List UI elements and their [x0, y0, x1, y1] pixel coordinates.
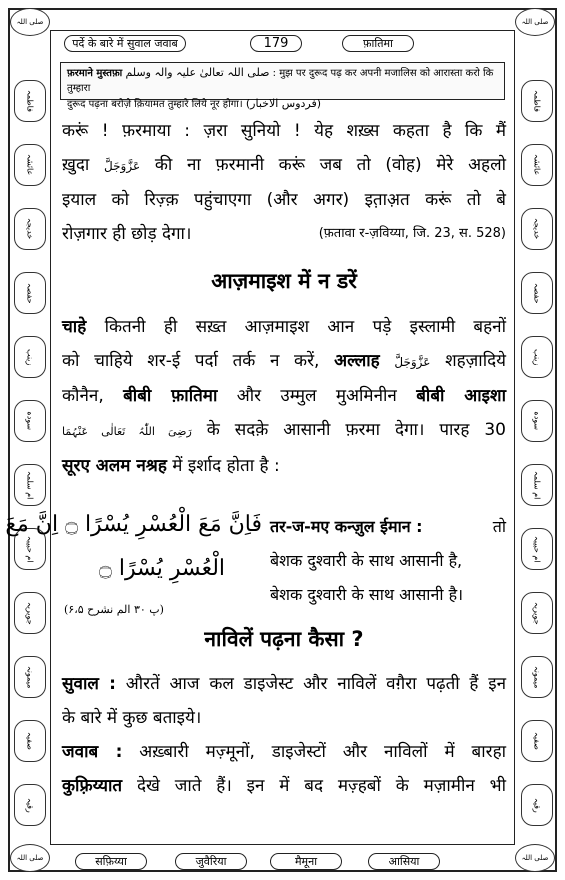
p2-line-1 — [62, 310, 506, 344]
footer-tab-4: आसिया — [368, 853, 440, 870]
p2-line-5 — [62, 449, 506, 483]
paragraph-1 — [62, 114, 506, 251]
p1-arabic-honorific: عَزَّوَجَلَّ — [104, 159, 141, 173]
quran-translation — [270, 510, 506, 612]
side-medallion: جویریہ — [521, 592, 553, 634]
corner-medallion-bottom-right — [515, 844, 555, 872]
p1-line-2 — [62, 148, 506, 183]
side-medallion: حفصہ — [521, 272, 553, 314]
hadith-banner — [60, 62, 505, 110]
question-text-1: औरतें आज कल डाइजेस्ट और नाविलें वग़ैरा पढ़ती हैं इन — [125, 674, 507, 694]
side-medallion: ام سلمہ — [521, 464, 553, 506]
quran-reference: (پ ۳۰ الم نشرح ۶،۵) — [64, 603, 164, 616]
side-medallion: رقیہ — [521, 784, 553, 826]
question-line-2: के बारे में कुछ बताइये। — [62, 708, 202, 728]
corner-medallion-top-left — [10, 8, 50, 36]
corner-text: صلی اللہ — [521, 854, 549, 862]
quran-arabic-line-2: الْعُسْرِ یُسْرًا ۝ — [98, 556, 226, 581]
side-medallion: خدیجہ — [521, 208, 553, 250]
translation-line-3: बेशक दुश्वारी के साथ आसानी है। — [270, 585, 464, 604]
side-medallion: رقیہ — [14, 784, 46, 826]
p1-line-3: इयाल को रिज़्क़ पहुंचाएगा (और अगर) इत़ाअ़त करूं तो बे — [62, 190, 506, 210]
side-medallion: جویریہ — [14, 592, 46, 634]
p2-line-3-b: और उम्मुल मुअमिनीन — [236, 386, 397, 406]
banner-title: फ़रमाने मुस्तफ़ा — [67, 68, 123, 79]
side-medallion: فاطمہ — [521, 80, 553, 122]
p2-line-3-a: कौनैन, — [62, 386, 104, 406]
banner-salutation: صلی اللہ تعالیٰ علیہ والہ وسلم — [125, 66, 270, 79]
side-medallion: عائشہ — [521, 144, 553, 186]
question-label: सुवाल : — [62, 674, 116, 694]
corner-text: صلی اللہ — [16, 18, 44, 26]
answer-bold: कुफ़्रिय्यात — [62, 776, 123, 796]
p2-bold-1: चाहे — [62, 317, 87, 337]
p2-line-2-b: शहज़ादिये — [445, 351, 506, 371]
footer-tab-2: जुवैरिया — [175, 853, 247, 870]
p1-line-4 — [62, 217, 506, 251]
side-medallion: سودہ — [521, 400, 553, 442]
p2-bold-aisha: बीबी आइशा — [416, 386, 506, 406]
paragraph-2 — [62, 310, 506, 483]
answer-text-2: देखे जाते हैं। इन में बद मज़्हबों के मज़ामीन भी — [136, 776, 506, 796]
translation-line-2: बेशक दुश्वारी के साथ आसानी है, — [270, 551, 463, 570]
p2-line-4 — [62, 413, 506, 449]
translation-label: तर-ज-मए कन्ज़ुल ईमान : — [270, 517, 423, 536]
translation-a: तो — [492, 517, 506, 536]
side-medallion: خدیجہ — [14, 208, 46, 250]
side-medallion: صفیہ — [14, 720, 46, 762]
side-medallion: میمونہ — [14, 656, 46, 698]
p2-line-2-a: को चाहिये शर-ई पर्दा तर्क न करें, — [62, 351, 320, 371]
side-medallion: حفصہ — [14, 272, 46, 314]
section-heading-2: नाविलें पढ़ना कैसा ? — [204, 627, 364, 651]
header-name-tab: फ़ातिमा — [342, 35, 414, 52]
p1-line-2-a: ख़ुदा — [62, 155, 90, 175]
translation-line-1 — [270, 510, 506, 544]
question-line-1 — [62, 667, 506, 701]
p2-line-4-text: के सदक़े आसानी फ़रमा देगा। पारह 30 — [206, 420, 506, 440]
side-medallion: ام حبیبہ — [14, 528, 46, 570]
p2-line-1-text: कितनी ही सख़्त आज़माइश आन पड़े इस्लामी बहनों — [104, 317, 506, 337]
side-medallion: سودہ — [14, 400, 46, 442]
answer-line-2 — [62, 769, 506, 803]
p1-citation: (फ़तावा र-ज़विय्या, जि. 23, स. 528) — [318, 226, 506, 241]
quran-arabic-line-1: فَاِنَّ مَعَ الْعُسْرِ یُسْرًا ۝ اِنَّ مَعَ — [5, 512, 262, 537]
footer-tab-3: मैमूना — [270, 853, 342, 870]
p2-line-3 — [62, 379, 506, 413]
p1-line-1: करूं ! फ़रमाया : ज़रा सुनियो ! येह शख़्स कहता है कि मैं — [62, 121, 506, 141]
footer-tab-1: सफ़िय्या — [75, 853, 147, 870]
side-medallion: زینب — [521, 336, 553, 378]
banner-text-1: : मुझ पर दुरूद पढ़ कर अपनी मजालिस को आरास्ता करो कि तुम्हारा — [67, 68, 494, 94]
banner-text-2: दुरूद पढ़ना बरोज़े क़ियामत तुम्हारे लिये नूर होगा। — [67, 99, 243, 110]
side-medallion: ام سلمہ — [14, 464, 46, 506]
answer-text-1: अख़्बारी मज़्मूनों, डाइजेस्टों और नाविलों में बारहा — [139, 742, 506, 762]
side-medallion: زینب — [14, 336, 46, 378]
p2-line-5-text: में इर्शाद होता है : — [172, 456, 280, 476]
p1-line-2-b: की ना फ़रमानी करूं जब तो (वोह) मेरे अहलो — [154, 155, 507, 175]
answer-label: जवाब : — [62, 742, 123, 762]
p1-line-4-text: रोज़गार ही छोड़ देगा। — [62, 224, 192, 244]
section-heading-1: आज़माइश में न डरें — [211, 269, 357, 293]
side-medallion: عائشہ — [14, 144, 46, 186]
header-chapter-tab: पर्दे के बारे में सुवाल जवाब — [64, 35, 186, 52]
qa-section — [62, 667, 506, 803]
p2-arabic-honorific: عَزَّوَجَلَّ — [394, 355, 431, 369]
page-number: 179 — [250, 35, 302, 52]
p2-arabic-radiallah: رَضِیَ اللّٰہُ تَعَالٰی عَنْہُمَا — [62, 425, 192, 438]
p2-bold-surah: सूरए अलम नश्रह — [62, 456, 167, 476]
answer-line-1 — [62, 735, 506, 769]
side-medallion: ام حبیبہ — [521, 528, 553, 570]
side-medallion: صفیہ — [521, 720, 553, 762]
corner-medallion-top-right — [515, 8, 555, 36]
p2-bold-fatima: बीबी फ़ातिमा — [123, 386, 218, 406]
side-medallion: فاطمہ — [14, 80, 46, 122]
side-medallion: میمونہ — [521, 656, 553, 698]
corner-medallion-bottom-left — [10, 844, 50, 872]
p2-bold-allah: अल्लाह — [334, 351, 380, 371]
corner-text: صلی اللہ — [521, 18, 549, 26]
corner-text: صلی اللہ — [16, 854, 44, 862]
banner-source: (فردوس الاخبار) — [245, 97, 322, 110]
p2-line-2 — [62, 344, 506, 379]
